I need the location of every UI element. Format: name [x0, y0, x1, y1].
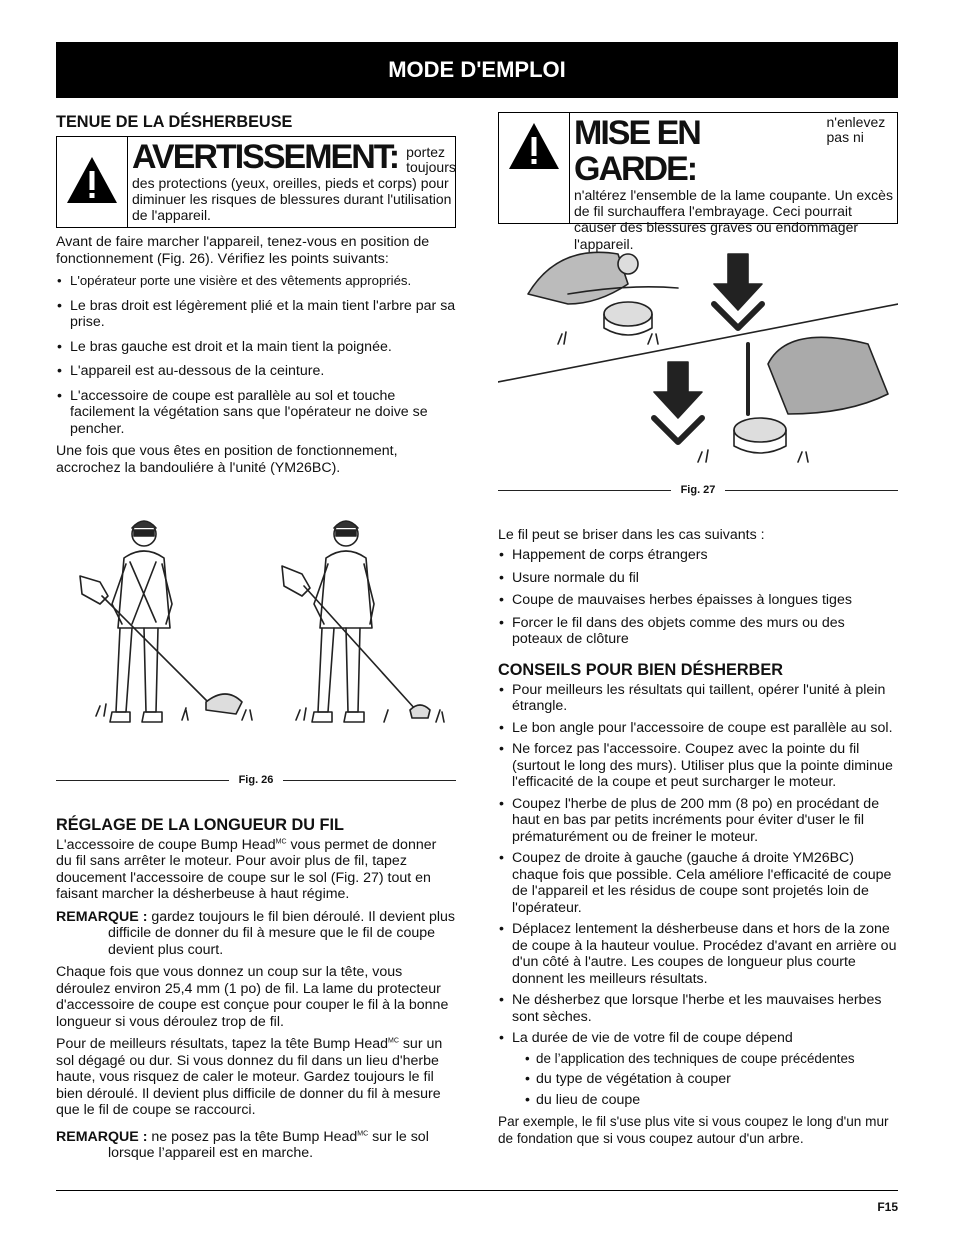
list-item: • Pour meilleurs les résultats qui taillent, opérer l'unité à plein étrangle. [498, 682, 898, 715]
bump-head-illustration [498, 234, 898, 478]
right-column [498, 112, 898, 1147]
note-2 [56, 1129, 456, 1162]
intro-paragraph: Avant de faire marcher l'appareil, tenez-vous en position de fonctionnement (Fig. 26). Vérifiez les points suivants: [56, 234, 430, 267]
figure-26 [56, 506, 456, 764]
fig-26-label: Fig. 26 [238, 774, 274, 786]
list-item: • Usure normale du fil [498, 570, 898, 587]
warning-lead: portez toujours [406, 144, 456, 175]
note-1 [56, 909, 456, 959]
list-item: • Happement de corps étrangers [498, 547, 898, 564]
warning-box [56, 136, 456, 228]
fig-26-caption [56, 772, 456, 789]
list-item: • de l’application des techniques de coupe précédentes [524, 1051, 898, 1068]
warning-text: des protections (yeux, oreilles, pieds et corps) pour diminuer les risques de blessures durant l'utilisation de l'appareil. [132, 175, 452, 224]
best-results-paragraph [56, 1036, 456, 1119]
closing-paragraph: Par exemple, le fil s'use plus vite si vous coupez le long d'un mur de fondation que si vous coupez autour d'un arbre. [498, 1114, 889, 1146]
sub-tips-list [524, 1051, 898, 1109]
left-column [56, 112, 456, 1162]
list-item: • Le bon angle pour l'accessoire de coupe est parallèle au sol. [498, 720, 898, 737]
caution-body [570, 113, 897, 252]
list-item: • L'opérateur porte une visière et des vêtements appropriés. [56, 273, 456, 290]
list-item: • Coupez de droite à gauche (gauche á droite YM26BC) chaque fois que possible. Cela améliore l'efficacité de coupe de l'appareil et les résidus de coupe sont projetés loin de l'opérateur. [498, 850, 898, 916]
footer-rule [56, 1190, 898, 1191]
warning-body [128, 137, 470, 227]
warning-triangle-icon [499, 113, 570, 223]
heading-conseils: CONSEILS POUR BIEN DÉSHERBER [498, 660, 783, 679]
tips-list [498, 682, 898, 1047]
note-label: REMARQUE : [56, 1128, 148, 1145]
operator-position-illustration [56, 506, 456, 764]
figure-27 [498, 234, 898, 478]
list-item: • du lieu de coupe [524, 1092, 898, 1109]
list-item: • Forcer le fil dans des objets comme des murs ou des poteaux de clôture [498, 615, 898, 648]
heading-tenue: TENUE DE LA DÉSHERBEUSE [56, 113, 293, 131]
list-item: • La durée de vie de votre fil de coupe dépend [498, 1030, 898, 1047]
break-list [498, 547, 898, 648]
note-text: sur le sol lorsque l’appareil est en marche. [108, 1128, 429, 1161]
caution-lead: n'enlevez pas ni [826, 114, 886, 145]
trademark-sup: MC [388, 1037, 399, 1045]
note-text: ne posez pas la tête Bump Head [151, 1128, 358, 1145]
bump-head-paragraph [56, 837, 456, 903]
tap-paragraph: Chaque fois que vous donnez un coup sur la tête, vous déroulez environ 25,4 mm (1 po) de fil. La lame du protecteur d'accessoire de coupe est conçue pour couper le fil à la bonne longueur si vous déroulez trop de fil. [56, 964, 449, 1030]
text-run: vous permet de donner du fil sans arrêter le moteur. Pour avoir plus de fil, tapez doucement l'accessoire de coupe sur le sol (Fig. 27) tout en faisant marcher la désherbeuse à haut régime. [56, 836, 437, 902]
list-item: • Ne désherbez que lorsque l'herbe et les mauvaises herbes sont sèches. [498, 992, 898, 1025]
text-run: Pour de meilleurs résultats, tapez la tête Bump Head [56, 1036, 388, 1052]
list-item: • Coupe de mauvaises herbes épaisses à longues tiges [498, 592, 898, 609]
note-label: REMARQUE : [56, 908, 148, 925]
list-item: • Déplacez lentement la désherbeuse dans et hors de la zone de coupe à la hauteur voulue. Procédez d'avant en arrière ou d'un côté à l'autre. Les coupes de longueur plus courte donnent les meilleurs résultats. [498, 921, 898, 987]
caution-text: n'altérez l'ensemble de la lame coupante. Un excès de fil surchauffera l'embrayage. Ceci pourrait causer des blessures graves ou endommager l'appareil. [574, 187, 893, 252]
list-item: • Le bras gauche est droit et la main tient la poignée. [56, 339, 456, 356]
list-item: • Coupez l'herbe de plus de 200 mm (8 po) en procédant de haut en bas par petits incréments pour éviter d'user le fil prématurément ou de freiner le moteur. [498, 796, 898, 846]
text-run: L'accessoire de coupe Bump Head [56, 836, 276, 853]
warning-title: AVERTISSEMENT: [132, 138, 399, 176]
caution-box [498, 112, 898, 252]
list-item: • du type de végétation à couper [524, 1071, 898, 1088]
heading-reglage: RÉGLAGE DE LA LONGUEUR DU FIL [56, 815, 344, 834]
page-number: F15 [877, 1200, 898, 1214]
trademark-sup: MC [357, 1129, 369, 1137]
trademark-sup: MC [275, 837, 287, 845]
list-item: • Ne forcez pas l'accessoire. Coupez avec la pointe du fil (surtout le long des murs). Utiliser plus que la pointe diminue l'efficacité de la coupe et peut surcharger le moteur. [498, 741, 898, 791]
note-text: gardez toujours le fil bien déroulé. Il devient plus difficile de donner du fil à mesure que le fil de coupe devient plus court. [108, 908, 456, 958]
break-intro: Le fil peut se briser dans les cas suivants : [498, 526, 765, 543]
list-item: • L'appareil est au-dessous de la ceinture. [56, 363, 456, 380]
section-banner: MODE D'EMPLOI [56, 42, 898, 98]
position-checklist [56, 273, 456, 437]
list-item: • Le bras droit est légèrement plié et la main tient l'arbre par sa prise. [56, 298, 456, 331]
text-run: sur un sol dégagé ou dur. Si vous donnez du fil dans un lieu d'herbe haute, vous risquez de caler le moteur. Gardez toujours le fil bien déroulé. Il devient plus difficile de donner du fil à mesure que le fil de coupe se raccourci. [56, 1036, 443, 1118]
after-paragraph: Une fois que vous êtes en position de fonctionnement, accrochez la bandouliére à l'unité (YM26BC). [56, 443, 398, 476]
list-item: • L'accessoire de coupe est parallèle au sol et touche facilement la végétation sans que l'opérateur ne doive se pencher. [56, 388, 456, 438]
caution-title: MISE EN GARDE: [574, 114, 700, 188]
fig-27-caption [498, 482, 898, 499]
warning-triangle-icon [57, 137, 128, 227]
fig-27-label: Fig. 27 [680, 484, 716, 496]
